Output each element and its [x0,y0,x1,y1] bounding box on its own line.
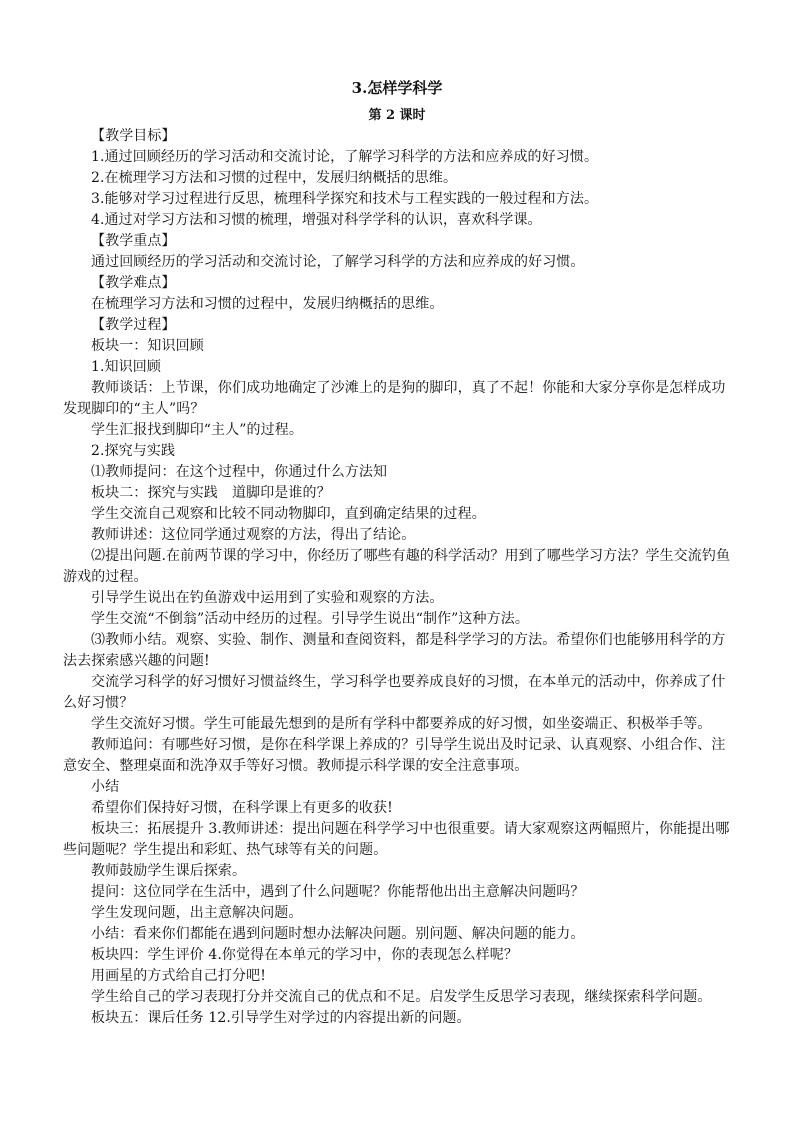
paragraph: 教师追问：有哪些好习惯，是你在科学课上养成的？引导学生说出及时记录、认真观察、小组合作、注意安全、整理桌面和洗净双手等好习惯。教师提示科学课的安全注意事项。 [63,737,726,774]
document-title: 3.怎样学科学 [351,79,443,97]
paragraph: ⑵提出问题.在前两节课的学习中，你经历了哪些有趣的科学活动？用到了哪些学习方法？学生交流钓鱼游戏的过程。 [63,548,731,585]
paragraph: 提问：这位同学在生活中，遇到了什么问题呢？你能帮他出出主意解决问题吗？ [91,884,585,900]
paragraph: 教师谈话：上节课，你们成功地确定了沙滩上的是狗的脚印，真了不起！你能和大家分享你是怎样成功发现脚印的“主人”吗？ [63,380,726,417]
paragraph: 学生交流好习惯。学生可能最先想到的是所有学科中都要养成的好习惯，如坐姿端正、积极举手等。 [91,716,712,732]
paragraph: 板块五：课后任务 12.引导学生对学过的内容提出新的问题。 [91,1010,471,1026]
paragraph: 小结：看来你们都能在遇到问题时想办法解决问题。别问题、解决问题的能力。 [91,926,585,942]
paragraph: 【教学过程】 [91,317,176,333]
paragraph: 【教学目标】 [91,128,176,144]
paragraph: 板块一：知识回顾 [91,338,204,354]
paragraph: 学生交流“不倒翁”活动中经历的过程。引导学生说出“制作”这种方法。 [91,611,529,627]
paragraph: 4.通过对学习方法和习惯的梳理，增强对科学学科的认识，喜欢科学课。 [91,212,542,228]
paragraph: 板块二：探究与实践 道脚印是谁的？ [91,485,331,501]
paragraph: 学生发现问题，出主意解决问题。 [91,905,303,921]
paragraph: 【教学重点】 [91,233,176,249]
paragraph: ⑴教师提问：在这个过程中，你通过什么方法知 [91,464,388,480]
paragraph: 1.通过回顾经历的学习活动和交流讨论，了解学习科学的方法和应养成的好习惯。 [91,149,599,165]
paragraph: 学生给自己的学习表现打分并交流自己的优点和不足。启发学生反思学习表现，继续探索科学问题。 [91,989,712,1005]
paragraph: 在梳理学习方法和习惯的过程中，发展归纳概括的思维。 [91,296,444,312]
paragraph: 用画星的方式给自己打分吧! [91,968,266,984]
paragraph: 教师讲述：这位同学通过观察的方法，得出了结论。 [91,527,416,543]
paragraph: 2.探究与实践 [91,443,176,459]
paragraph: 学生交流自己观察和比较不同动物脚印，直到确定结果的过程。 [91,506,486,522]
paragraph: 引导学生说出在钓鱼游戏中运用到了实验和观察的方法。 [91,590,444,606]
paragraph: 2.在梳理学习方法和习惯的过程中，发展归纳概括的思维。 [91,170,458,186]
paragraph: 交流学习科学的好习惯好习惯益终生，学习科学也要养成良好的习惯，在本单元的活动中，你养成了什么好习惯？ [63,674,726,711]
paragraph: ⑶教师小结。观察、实验、制作、测量和查阅资料，都是科学学习的方法。希望你们也能够用科学的方法去探索感兴趣的问题! [63,632,726,669]
paragraph: 【教学难点】 [91,275,176,291]
paragraph: 希望你们保持好习惯，在科学课上有更多的收获! [91,800,393,816]
paragraph: 教师鼓励学生课后探索。 [91,863,247,879]
paragraph: 板块三：拓展提升 3.教师讲述：提出问题在科学学习中也很重要。请大家观察这两幅照片，你能提出哪些问题呢？学生提出和彩虹、热气球等有关的问题。 [63,821,730,858]
document-body [63,126,731,1029]
document-subtitle: 第 2 课时 [368,108,426,123]
document-page [63,70,731,1029]
paragraph: 板块四：学生评价 4.你觉得在本单元的学习中，你的表现怎么样呢？ [91,947,519,963]
paragraph: 通过回顾经历的学习活动和交流讨论，了解学习科学的方法和应养成的好习惯。 [91,254,585,270]
paragraph: 小结 [91,779,120,795]
paragraph: 学生汇报找到脚印“主人”的过程。 [91,422,303,438]
paragraph: 3.能够对学习过程进行反思，梳理科学探究和技术与工程实践的一般过程和方法。 [91,191,599,207]
paragraph: 1.知识回顾 [91,359,161,375]
